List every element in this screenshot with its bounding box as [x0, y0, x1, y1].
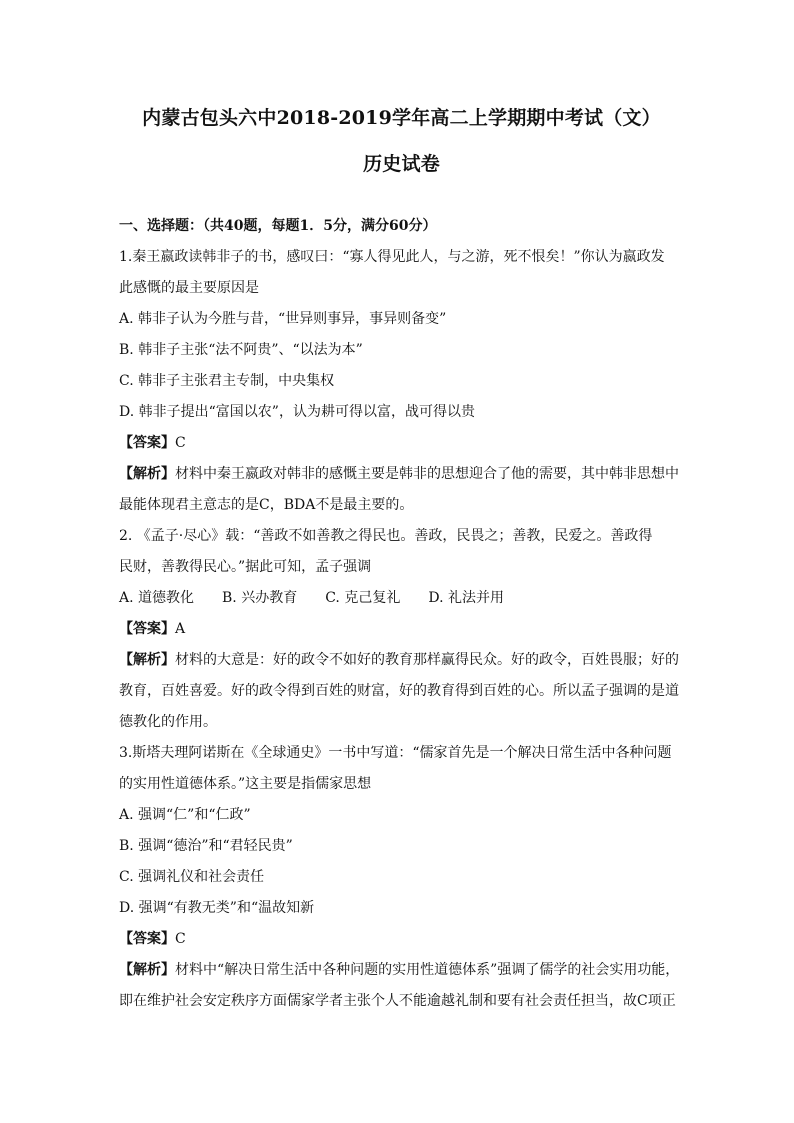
analysis-text: 教育，百姓喜爱。好的政令得到百姓的财富，好的教育得到百姓的心。所以孟子强调的是道 — [119, 683, 679, 699]
question-2 — [119, 521, 684, 738]
analysis-text: 即在维护社会安定秩序方面儒家学者主张个人不能逾越礼制和要有社会责任担当，故C项正 — [119, 993, 676, 1009]
option-b: B. 兴办教育 — [222, 590, 298, 606]
document-title: 内蒙古包头六中2018-2019学年高二上学期期中考试（文） — [142, 107, 661, 129]
analysis-text: 材料的大意是：好的政令不如好的教育那样赢得民众。好的政令，百姓畏服；好的 — [175, 652, 679, 668]
question-stem-line: 2. 《孟子·尽心》载：“善政不如善教之得民也。善政，民畏之；善教，民爱之。善政得 — [119, 528, 653, 544]
option-c: C. 克己复礼 — [325, 590, 401, 606]
question-stem-line: 3.斯塔夫理阿诺斯在《全球通史》一书中写道：“儒家首先是一个解决日常生活中各种问题 — [119, 745, 672, 761]
question-1 — [119, 242, 684, 521]
analysis-text: 最能体现君主意志的是C，BDA不是最主要的。 — [119, 497, 414, 513]
option-a: A. 道德教化 — [119, 590, 195, 606]
option-d: D. 韩非子提出“富国以农”，认为耕可得以富，战可得以贵 — [119, 404, 475, 420]
answer-label: 【答案】 — [119, 931, 175, 947]
section-heading: 一、选择题：（共40题，每题1．5分，满分60分） — [119, 218, 437, 234]
question-stem-line: 1.秦王嬴政读韩非子的书，感叹曰：“寡人得见此人，与之游，死不恨矣！”你认为嬴政发 — [119, 249, 665, 265]
answer-line — [119, 924, 684, 955]
analysis-label: 【解析】 — [119, 962, 175, 978]
answer-label: 【答案】 — [119, 621, 175, 637]
analysis-label: 【解析】 — [119, 466, 175, 482]
analysis-text: 材料中“解决日常生活中各种问题的实用性道德体系”强调了儒学的社会实用功能， — [175, 962, 680, 978]
answer-line — [119, 428, 684, 459]
answer-label: 【答案】 — [119, 435, 175, 451]
document-subtitle: 历史试卷 — [363, 153, 440, 175]
answer-value: A — [175, 621, 186, 637]
analysis-label: 【解析】 — [119, 652, 175, 668]
option-a: A. 强调“仁”和“仁政” — [119, 807, 251, 823]
answer-value: C — [175, 931, 186, 947]
question-stem-line: 民财，善教得民心。”据此可知，孟子强调 — [119, 559, 372, 575]
analysis-line — [119, 645, 684, 676]
analysis-text: 德教化的作用。 — [119, 714, 217, 730]
question-stem-line: 的实用性道德体系。”这主要是指儒家思想 — [119, 776, 372, 792]
analysis-line — [119, 459, 684, 490]
option-d: D. 礼法并用 — [428, 590, 504, 606]
option-b: B. 韩非子主张“法不阿贵”、“以法为本” — [119, 342, 363, 358]
option-b: B. 强调“德治”和“君轻民贵” — [119, 838, 293, 854]
question-3 — [119, 738, 684, 1017]
options-row — [119, 583, 684, 614]
option-c: C. 强调礼仪和社会责任 — [119, 869, 265, 885]
answer-value: C — [175, 435, 186, 451]
analysis-text: 材料中秦王嬴政对韩非的感慨主要是韩非的思想迎合了他的需要，其中韩非思想中 — [175, 466, 679, 482]
option-c: C. 韩非子主张君主专制，中央集权 — [119, 373, 335, 389]
option-d: D. 强调“有教无类”和“温故知新 — [119, 900, 315, 916]
answer-line — [119, 614, 684, 645]
option-a: A. 韩非子认为今胜与昔，“世异则事异，事异则备变” — [119, 311, 447, 327]
analysis-line — [119, 955, 684, 986]
question-stem-line: 此感慨的最主要原因是 — [119, 280, 259, 296]
